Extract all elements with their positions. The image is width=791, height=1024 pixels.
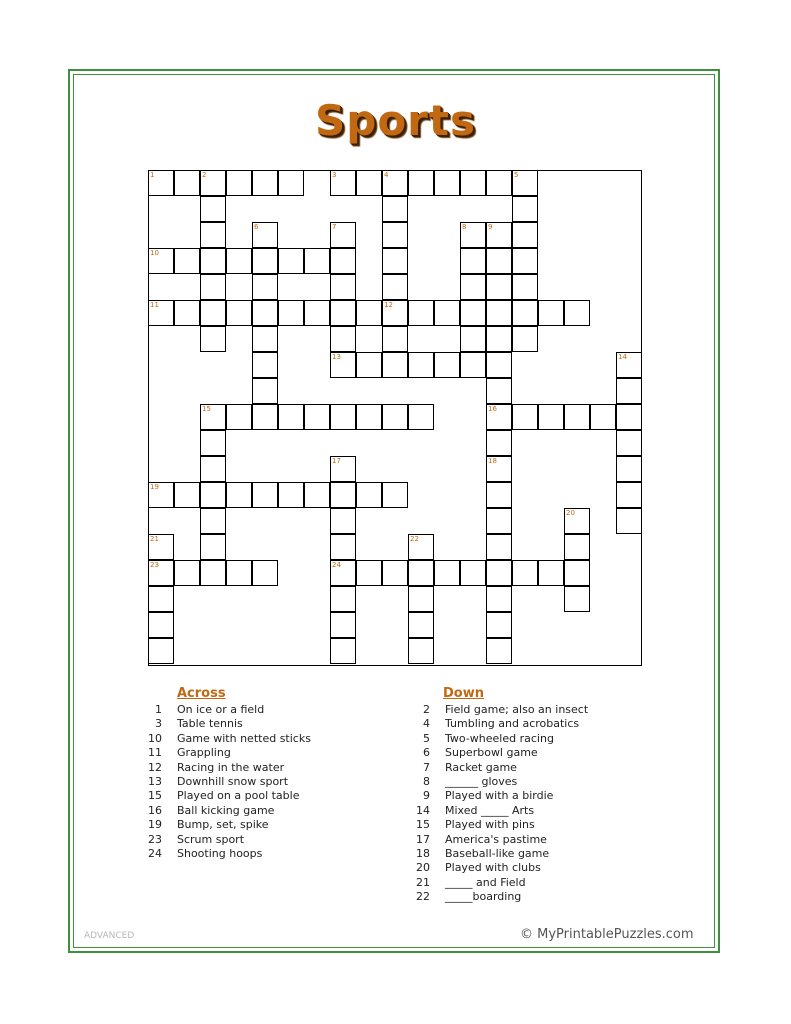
grid-cell[interactable] [616, 456, 642, 482]
down-clues [412, 686, 642, 904]
clue-item-text: On ice or a field [177, 703, 265, 716]
grid-cell[interactable] [616, 430, 642, 456]
clue-item [148, 761, 378, 775]
clue-item-number: 10 [148, 731, 162, 745]
grid-cell[interactable] [278, 404, 304, 430]
grid-cell[interactable] [330, 534, 356, 560]
clue-number: 7 [332, 223, 337, 231]
clue-item-number: 17 [416, 832, 430, 846]
grid-cell[interactable] [434, 300, 460, 326]
clue-item-text: Played with clubs [445, 861, 541, 875]
clue-number: 14 [618, 353, 627, 361]
grid-cell[interactable] [512, 248, 538, 274]
grid-cell[interactable] [148, 300, 174, 326]
clue-item-number: 13 [148, 774, 162, 788]
grid-cell[interactable] [356, 482, 382, 508]
grid-cell[interactable] [382, 326, 408, 352]
grid-cell[interactable] [616, 378, 642, 404]
grid-cell[interactable] [174, 482, 200, 508]
grid-cell[interactable] [330, 326, 356, 352]
grid-cell[interactable] [486, 300, 512, 326]
grid-cell[interactable] [408, 612, 434, 638]
grid-cell[interactable] [148, 482, 174, 508]
grid-cell[interactable] [382, 170, 408, 196]
down-heading: Down [443, 686, 484, 701]
clue-item-number: 12 [148, 760, 162, 774]
grid-cell[interactable] [486, 430, 512, 456]
clue-number: 11 [150, 301, 159, 309]
grid-cell[interactable] [200, 274, 226, 300]
grid-cell[interactable] [226, 248, 252, 274]
grid-cell[interactable] [590, 404, 616, 430]
grid-cell[interactable] [486, 274, 512, 300]
grid-cell[interactable] [174, 300, 200, 326]
grid-cell[interactable] [252, 482, 278, 508]
grid-cell[interactable] [252, 274, 278, 300]
grid-cell[interactable] [304, 300, 330, 326]
clue-item-text: _____ and Field [445, 875, 526, 889]
clue-number: 23 [150, 561, 159, 569]
puzzle-title: Sports [315, 96, 476, 145]
grid-cell[interactable] [512, 196, 538, 222]
grid-cell[interactable] [200, 560, 226, 586]
grid-cell[interactable] [330, 404, 356, 430]
clue-item [148, 804, 378, 818]
grid-cell[interactable] [330, 456, 356, 482]
grid-cell[interactable] [200, 430, 226, 456]
clue-item-text: ______ gloves [445, 774, 518, 788]
grid-cell[interactable] [356, 560, 382, 586]
grid-cell[interactable] [486, 612, 512, 638]
grid-cell[interactable] [408, 560, 434, 586]
grid-cell[interactable] [382, 352, 408, 378]
grid-cell[interactable] [512, 222, 538, 248]
grid-cell[interactable] [226, 560, 252, 586]
clue-number: 16 [488, 405, 497, 413]
clue-number: 4 [384, 171, 389, 179]
grid-cell[interactable] [200, 482, 226, 508]
grid-cell[interactable] [486, 456, 512, 482]
grid-cell[interactable] [564, 586, 590, 612]
grid-cell[interactable] [252, 170, 278, 196]
grid-cell[interactable] [616, 482, 642, 508]
grid-cell[interactable] [174, 560, 200, 586]
grid-cell[interactable] [512, 274, 538, 300]
grid-cell[interactable] [486, 326, 512, 352]
grid-cell[interactable] [200, 248, 226, 274]
grid-cell[interactable] [460, 300, 486, 326]
grid-cell[interactable] [252, 560, 278, 586]
grid-cell[interactable] [486, 482, 512, 508]
grid-cell[interactable] [382, 274, 408, 300]
clue-item-number: 15 [148, 789, 162, 803]
clue-number: 9 [488, 223, 493, 231]
clue-item-number: 24 [148, 846, 162, 860]
grid-cell[interactable] [408, 352, 434, 378]
grid-cell[interactable] [148, 248, 174, 274]
grid-cell[interactable] [226, 170, 252, 196]
grid-cell[interactable] [226, 300, 252, 326]
grid-cell[interactable] [174, 248, 200, 274]
grid-cell[interactable] [252, 248, 278, 274]
grid-cell[interactable] [330, 482, 356, 508]
clue-item-text: Downhill snow sport [177, 774, 289, 788]
clue-item-text: Baseball-like game [445, 846, 550, 860]
grid-cell[interactable] [200, 222, 226, 248]
clue-item [412, 818, 642, 832]
grid-cell[interactable] [304, 248, 330, 274]
grid-cell[interactable] [512, 170, 538, 196]
grid-cell[interactable] [538, 300, 564, 326]
clue-item [148, 847, 378, 861]
site-credit: © MyPrintablePuzzles.com [520, 927, 694, 942]
grid-cell[interactable] [148, 586, 174, 612]
grid-cell[interactable] [512, 560, 538, 586]
clue-item [412, 890, 642, 904]
grid-cell[interactable] [434, 170, 460, 196]
clue-number: 2 [202, 171, 207, 179]
grid-cell[interactable] [278, 482, 304, 508]
grid-cell[interactable] [434, 560, 460, 586]
grid-cell[interactable] [434, 352, 460, 378]
grid-cell[interactable] [486, 170, 512, 196]
grid-cell[interactable] [486, 560, 512, 586]
clue-item [148, 775, 378, 789]
clue-number: 13 [332, 353, 341, 361]
clue-number: 3 [332, 171, 337, 179]
grid-cell[interactable] [330, 352, 356, 378]
clue-item [412, 703, 642, 717]
grid-cell[interactable] [252, 326, 278, 352]
grid-cell[interactable] [278, 248, 304, 274]
clue-item [412, 717, 642, 731]
grid-cell[interactable] [148, 560, 174, 586]
clue-item [148, 833, 378, 847]
clue-item-number: 19 [148, 818, 162, 832]
clue-item [148, 818, 378, 832]
clue-number: 22 [410, 535, 419, 543]
grid-cell[interactable] [330, 560, 356, 586]
clue-item-number: 16 [148, 803, 162, 817]
grid-cell[interactable] [616, 508, 642, 534]
grid-cell[interactable] [330, 638, 356, 664]
grid-cell[interactable] [252, 222, 278, 248]
clue-item-number: 1 [155, 703, 162, 716]
grid-cell[interactable] [486, 378, 512, 404]
grid-cell[interactable] [486, 248, 512, 274]
grid-cell[interactable] [460, 170, 486, 196]
grid-cell[interactable] [408, 170, 434, 196]
clue-number: 18 [488, 457, 497, 465]
grid-cell[interactable] [460, 222, 486, 248]
grid-cell[interactable] [200, 456, 226, 482]
clue-item-number: 7 [423, 760, 430, 774]
grid-cell[interactable] [564, 534, 590, 560]
grid-cell[interactable] [486, 586, 512, 612]
grid-cell[interactable] [538, 560, 564, 586]
clue-item-text: Shooting hoops [177, 846, 263, 860]
grid-cell[interactable] [226, 482, 252, 508]
grid-cell[interactable] [382, 300, 408, 326]
grid-cell[interactable] [330, 274, 356, 300]
grid-cell[interactable] [564, 560, 590, 586]
clue-number: 6 [254, 223, 259, 231]
clue-item [412, 746, 642, 760]
grid-cell[interactable] [486, 222, 512, 248]
grid-cell[interactable] [252, 300, 278, 326]
clue-item-text: Game with netted sticks [177, 731, 311, 745]
clue-item-number: 8 [423, 774, 430, 788]
clue-item-text: Racing in the water [177, 760, 285, 774]
clue-item [412, 833, 642, 847]
grid-cell[interactable] [616, 404, 642, 430]
grid-cell[interactable] [200, 196, 226, 222]
grid-cell[interactable] [200, 170, 226, 196]
clue-item-text: Played with a birdie [445, 789, 554, 803]
clue-item-text: America's pastime [445, 832, 547, 846]
grid-cell[interactable] [382, 222, 408, 248]
clue-item-text: _____boarding [445, 890, 522, 904]
clue-item-number: 14 [416, 803, 430, 817]
grid-cell[interactable] [382, 482, 408, 508]
grid-cell[interactable] [330, 586, 356, 612]
clue-item-text: Scrum sport [177, 832, 245, 846]
grid-cell[interactable] [486, 352, 512, 378]
clue-number: 10 [150, 249, 159, 257]
grid-cell[interactable] [200, 300, 226, 326]
grid-cell[interactable] [252, 352, 278, 378]
grid-cell[interactable] [330, 508, 356, 534]
grid-cell[interactable] [538, 404, 564, 430]
clue-number: 19 [150, 483, 159, 491]
grid-cell[interactable] [486, 404, 512, 430]
grid-cell[interactable] [564, 508, 590, 534]
grid-cell[interactable] [200, 508, 226, 534]
grid-cell[interactable] [408, 300, 434, 326]
grid-cell[interactable] [148, 534, 174, 560]
grid-cell[interactable] [356, 404, 382, 430]
clue-item-number: 2 [423, 703, 430, 716]
clue-item [412, 789, 642, 803]
grid-cell[interactable] [486, 508, 512, 534]
clue-item-number: 21 [416, 875, 430, 889]
clue-number: 15 [202, 405, 211, 413]
grid-cell[interactable] [408, 404, 434, 430]
grid-cell[interactable] [460, 560, 486, 586]
clue-number: 20 [566, 509, 575, 517]
grid-cell[interactable] [278, 170, 304, 196]
clue-item-number: 23 [148, 832, 162, 846]
clue-number: 17 [332, 457, 341, 465]
grid-cell[interactable] [148, 638, 174, 664]
grid-cell[interactable] [330, 222, 356, 248]
clue-item-text: Table tennis [177, 717, 243, 731]
clue-item-number: 3 [155, 717, 162, 731]
grid-cell[interactable] [460, 352, 486, 378]
grid-cell[interactable] [304, 404, 330, 430]
grid-cell[interactable] [330, 612, 356, 638]
clue-item [148, 732, 378, 746]
grid-cell[interactable] [200, 534, 226, 560]
clue-number: 21 [150, 535, 159, 543]
clue-item-number: 4 [423, 717, 430, 731]
grid-cell[interactable] [486, 638, 512, 664]
grid-cell[interactable] [564, 404, 590, 430]
grid-cell[interactable] [382, 560, 408, 586]
clue-item [412, 876, 642, 890]
clue-item-text: Grappling [177, 746, 231, 760]
grid-cell[interactable] [408, 638, 434, 664]
grid-cell[interactable] [252, 404, 278, 430]
grid-cell[interactable] [408, 534, 434, 560]
grid-cell[interactable] [616, 352, 642, 378]
clue-item-number: 20 [416, 861, 430, 875]
grid-cell[interactable] [486, 534, 512, 560]
grid-cell[interactable] [382, 404, 408, 430]
clue-item-text: Played with pins [445, 818, 535, 832]
clue-item [412, 732, 642, 746]
grid-cell[interactable] [278, 300, 304, 326]
grid-cell[interactable] [304, 482, 330, 508]
clue-item-text: Mixed _____ Arts [445, 803, 535, 817]
grid-cell[interactable] [330, 300, 356, 326]
clue-item [412, 804, 642, 818]
clue-item [148, 789, 378, 803]
clue-item-text: Played on a pool table [177, 789, 300, 803]
grid-cell[interactable] [564, 300, 590, 326]
difficulty-label: ADVANCED [84, 931, 135, 941]
grid-cell[interactable] [460, 248, 486, 274]
grid-cell[interactable] [330, 248, 356, 274]
clue-item-text: Ball kicking game [177, 803, 275, 817]
across-clues [148, 686, 378, 861]
grid-cell[interactable] [252, 378, 278, 404]
clue-item [148, 703, 378, 717]
clue-item-text: Two-wheeled racing [445, 731, 554, 745]
grid-cell[interactable] [460, 274, 486, 300]
clue-item-text: Field game; also an insect [445, 703, 589, 716]
clue-item [412, 775, 642, 789]
grid-cell[interactable] [382, 248, 408, 274]
grid-cell[interactable] [330, 170, 356, 196]
grid-cell[interactable] [200, 404, 226, 430]
grid-cell[interactable] [356, 170, 382, 196]
grid-cell[interactable] [382, 196, 408, 222]
clue-item [412, 761, 642, 775]
clue-item-number: 5 [423, 731, 430, 745]
clue-item-number: 15 [416, 818, 430, 832]
clue-number: 12 [384, 301, 393, 309]
grid-cell[interactable] [460, 326, 486, 352]
clue-item-text: Bump, set, spike [177, 818, 269, 832]
clue-item-text: Tumbling and acrobatics [445, 717, 580, 731]
clue-item-number: 22 [416, 890, 430, 904]
clue-item-number: 11 [148, 746, 162, 760]
clue-item-text: Racket game [445, 760, 517, 774]
clue-number: 5 [514, 171, 519, 179]
clue-item [148, 746, 378, 760]
grid-cell[interactable] [512, 404, 538, 430]
clue-item-number: 6 [423, 746, 430, 760]
grid-cell[interactable] [356, 352, 382, 378]
grid-cell[interactable] [200, 326, 226, 352]
clue-item [148, 717, 378, 731]
clue-item [412, 847, 642, 861]
across-heading: Across [177, 686, 226, 701]
clue-number: 1 [150, 171, 155, 179]
crossword-grid [148, 170, 642, 666]
clue-item-text: Superbowl game [445, 746, 538, 760]
grid-cell[interactable] [174, 170, 200, 196]
clue-item [412, 861, 642, 875]
grid-cell[interactable] [408, 586, 434, 612]
clue-item-number: 18 [416, 846, 430, 860]
clue-number: 24 [332, 561, 341, 569]
clue-item-number: 9 [423, 789, 430, 803]
grid-cell[interactable] [148, 170, 174, 196]
grid-cell[interactable] [356, 300, 382, 326]
clue-number: 8 [462, 223, 467, 231]
grid-cell[interactable] [512, 326, 538, 352]
grid-cell[interactable] [512, 300, 538, 326]
grid-cell[interactable] [148, 612, 174, 638]
grid-cell[interactable] [226, 404, 252, 430]
